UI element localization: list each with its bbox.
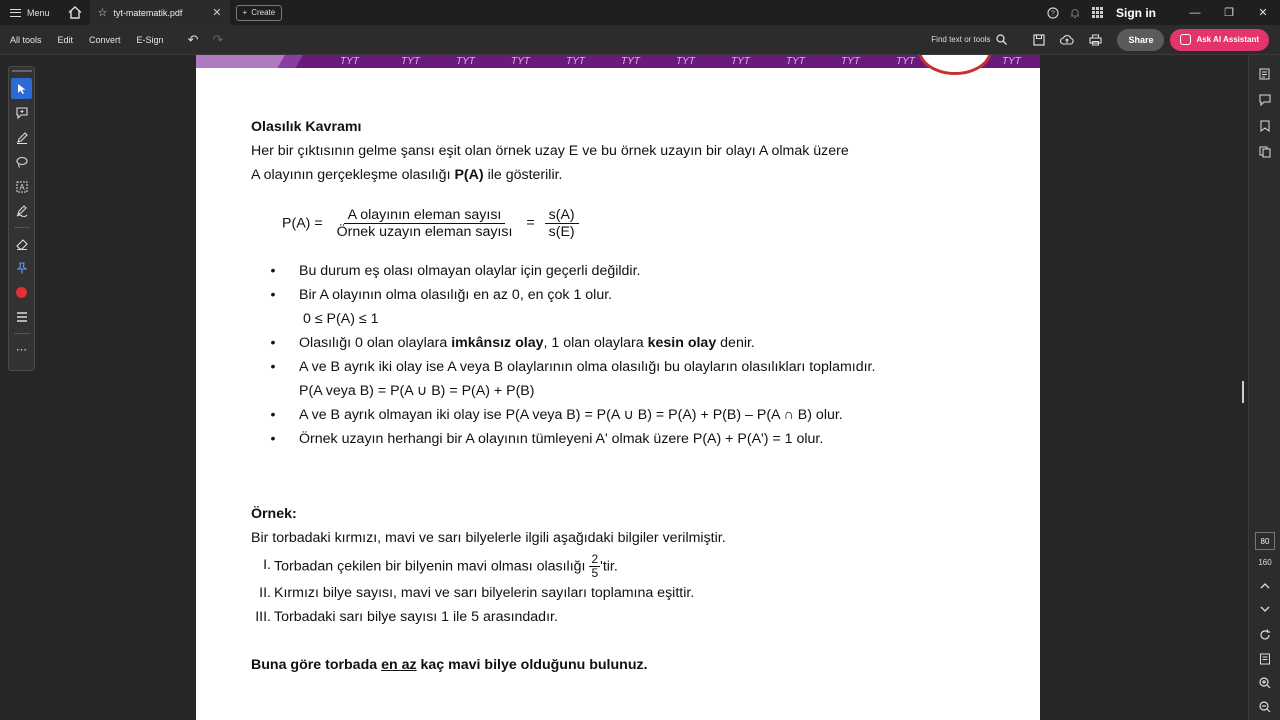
star-icon[interactable]: ☆: [97, 7, 108, 19]
pin-icon[interactable]: [11, 258, 32, 279]
bell-icon[interactable]: [1064, 0, 1086, 25]
esign-menu[interactable]: E-Sign: [136, 34, 164, 45]
save-icon[interactable]: [1025, 34, 1053, 46]
bullet: •: [270, 335, 276, 351]
home-icon[interactable]: [68, 6, 82, 20]
banner-tag: TYT: [676, 56, 695, 67]
chevron-up-icon[interactable]: [1249, 582, 1280, 589]
bullet-2-formula: 0 ≤ P(A) ≤ 1: [303, 311, 379, 327]
lasso-draw-icon[interactable]: [11, 152, 32, 173]
banner-tag: TYT: [896, 56, 915, 67]
intro-line-1: Her bir çıktısının gelme şansı eşit olan örnek uzay E ve bu örnek uzayın bir olayı A olmak üzere: [251, 143, 849, 159]
bullet: •: [270, 287, 276, 303]
cloud-upload-icon[interactable]: [1053, 34, 1081, 46]
undo-icon[interactable]: ↶: [187, 31, 199, 47]
bullet: •: [270, 407, 276, 423]
item-label-ii: II.: [259, 585, 271, 601]
bullet-2: Bir A olayının olma olasılığı en az 0, en çok 1 olur.: [299, 287, 613, 303]
question-line: Buna göre torbada en az kaç mavi bilye olduğunu bulunuz.: [251, 657, 648, 673]
sign-in-link[interactable]: Sign in: [1116, 5, 1156, 20]
banner-tag: TYT: [841, 56, 860, 67]
find-tools-search[interactable]: [931, 34, 1007, 45]
tools-divider: [14, 227, 30, 228]
zoom-out-icon[interactable]: [1249, 701, 1280, 713]
create-button[interactable]: [236, 5, 283, 21]
bullet: •: [270, 431, 276, 447]
minimize-icon[interactable]: —: [1189, 6, 1201, 19]
total-pages: 160: [1258, 558, 1272, 567]
vertical-scrollbar[interactable]: [1242, 381, 1244, 403]
menu-button[interactable]: [0, 0, 60, 25]
redo-icon[interactable]: ↷: [212, 31, 224, 47]
example-heading: Örnek:: [251, 506, 297, 522]
bullet-4-formula: P(A veya B) = P(A ∪ B) = P(A) + P(B): [299, 383, 535, 399]
bullet: •: [270, 263, 276, 279]
banner-tag: TYT: [511, 56, 530, 67]
drag-handle[interactable]: [12, 70, 32, 72]
rotate-icon[interactable]: [1249, 629, 1280, 641]
print-icon[interactable]: [1081, 34, 1109, 46]
fill-sign-icon[interactable]: [11, 201, 32, 222]
text-box-icon[interactable]: [11, 176, 32, 197]
svg-text:A: A: [18, 182, 25, 192]
banner-tag: TYT: [456, 56, 475, 67]
zoom-in-icon[interactable]: [1249, 677, 1280, 689]
edit-menu[interactable]: Edit: [57, 34, 74, 45]
bullet-6: Örnek uzayın herhangi bir A olayının tümleyeni A' olmak üzere P(A) + P(A') = 1 olur.: [299, 431, 824, 447]
document-workspace[interactable]: [0, 55, 1248, 720]
banner-tag: TYT: [401, 56, 420, 67]
tools-divider: [14, 333, 30, 334]
highlight-pen-icon[interactable]: [11, 127, 32, 148]
bullet-1: Bu durum eş olası olmayan olaylar için geçerli değildir.: [299, 263, 641, 279]
quick-tools-bar: [8, 66, 35, 371]
formula-fraction-short: $\frac{s(A)}{s(E)}$: [545, 207, 579, 240]
pdf-page[interactable]: [196, 55, 1040, 720]
ai-label: Ask AI Assistant: [1196, 35, 1259, 44]
item-i-fraction: $\frac{2}{5}$: [591, 552, 599, 580]
chevron-down-icon[interactable]: [1249, 606, 1280, 613]
ask-ai-assistant-button[interactable]: [1170, 29, 1269, 51]
bullet: •: [270, 359, 276, 375]
window-close-icon[interactable]: ✕: [1258, 7, 1268, 19]
ministry-seal-logo: [918, 55, 992, 75]
bookmarks-icon[interactable]: [1254, 115, 1276, 137]
apps-grid-icon[interactable]: [1086, 0, 1108, 25]
page-display-icon[interactable]: [1249, 653, 1280, 665]
pages-thumbnails-icon[interactable]: [1254, 141, 1276, 163]
bullet-4: A ve B ayrık iki olay ise A veya B olaylarının olma olasılığı bu olayların olasılıkları toplamıdır.: [299, 359, 876, 375]
formula-fraction: $\frac{\text{A olayının eleman sayısı}}{\text{Örnek uzayın eleman sayısı}}$: [336, 207, 513, 240]
main-toolbar: [0, 25, 1280, 55]
tab-document[interactable]: [90, 0, 230, 25]
comments-icon[interactable]: [1254, 89, 1276, 111]
hamburger-icon: [10, 9, 21, 17]
add-comment-icon[interactable]: [11, 103, 32, 124]
banner-tag: TYT: [340, 56, 359, 67]
share-button[interactable]: Share: [1117, 29, 1164, 51]
create-label: Create: [251, 8, 276, 17]
svg-text:?: ?: [1051, 10, 1055, 17]
banner-tag: TYT: [731, 56, 750, 67]
title-bar: [0, 0, 1280, 25]
color-picker-icon[interactable]: [11, 282, 32, 303]
tab-title: tyt-matematik.pdf: [113, 7, 183, 18]
eraser-icon[interactable]: [11, 233, 32, 254]
item-i: Torbadan çekilen bir bilyenin mavi olması olasılığı $\frac{2}{5}$ 'tir.: [274, 552, 618, 580]
item-label-iii: III.: [255, 609, 271, 625]
bullet-3: Olasılığı 0 olan olaylara imkânsız olay, 1 olan olaylara kesin olay denir.: [299, 335, 755, 351]
page-header-banner: [196, 55, 1040, 68]
restore-icon[interactable]: ❐: [1224, 7, 1234, 19]
bullet-5: A ve B ayrık olmayan iki olay ise P(A veya B) = P(A ∪ B) = P(A) + P(B) – P(A ∩ B) olur.: [299, 407, 843, 423]
intro-line-2: A olayının gerçekleşme olasılığı P(A) ile gösterilir.: [251, 167, 563, 183]
banner-tag: TYT: [1002, 56, 1021, 67]
find-label: Find text or tools: [931, 35, 991, 44]
select-cursor-icon[interactable]: [11, 78, 32, 99]
menu-label: Menu: [27, 7, 50, 18]
convert-menu[interactable]: Convert: [89, 34, 121, 45]
line-weight-icon[interactable]: [11, 307, 32, 328]
section-heading: Olasılık Kavramı: [251, 119, 362, 135]
example-intro: Bir torbadaki kırmızı, mavi ve sarı bilyelerle ilgili aşağıdaki bilgiler verilmiştir.: [251, 530, 726, 546]
banner-tag: TYT: [566, 56, 585, 67]
plus-icon: +: [242, 8, 248, 17]
edit-document-icon[interactable]: [1254, 63, 1276, 85]
item-ii: Kırmızı bilye sayısı, mavi ve sarı bilyelerin sayıları toplamına eşittir.: [274, 585, 695, 601]
close-tab-icon[interactable]: ✕: [212, 7, 222, 19]
more-tools-icon[interactable]: ⋯: [16, 344, 27, 356]
help-icon[interactable]: [1042, 0, 1064, 25]
search-icon: [996, 34, 1007, 45]
item-label-i: I.: [263, 557, 271, 573]
ai-assistant-icon: [1180, 34, 1191, 45]
right-sidebar: [1248, 55, 1280, 720]
item-iii: Torbadaki sarı bilye sayısı 1 ile 5 arasındadır.: [274, 609, 558, 625]
formula-lhs: P(A) =: [282, 215, 323, 232]
banner-tag: TYT: [621, 56, 640, 67]
current-page-input[interactable]: 80: [1255, 532, 1275, 550]
all-tools-menu[interactable]: All tools: [10, 34, 42, 45]
probability-formula: P(A) = $\frac{\text{A olayının eleman sayısı}}{\text{Örnek uzayın eleman sayısı}}$ = $\frac{s(A)}{s(E)}$: [282, 207, 579, 240]
banner-tag: TYT: [786, 56, 805, 67]
